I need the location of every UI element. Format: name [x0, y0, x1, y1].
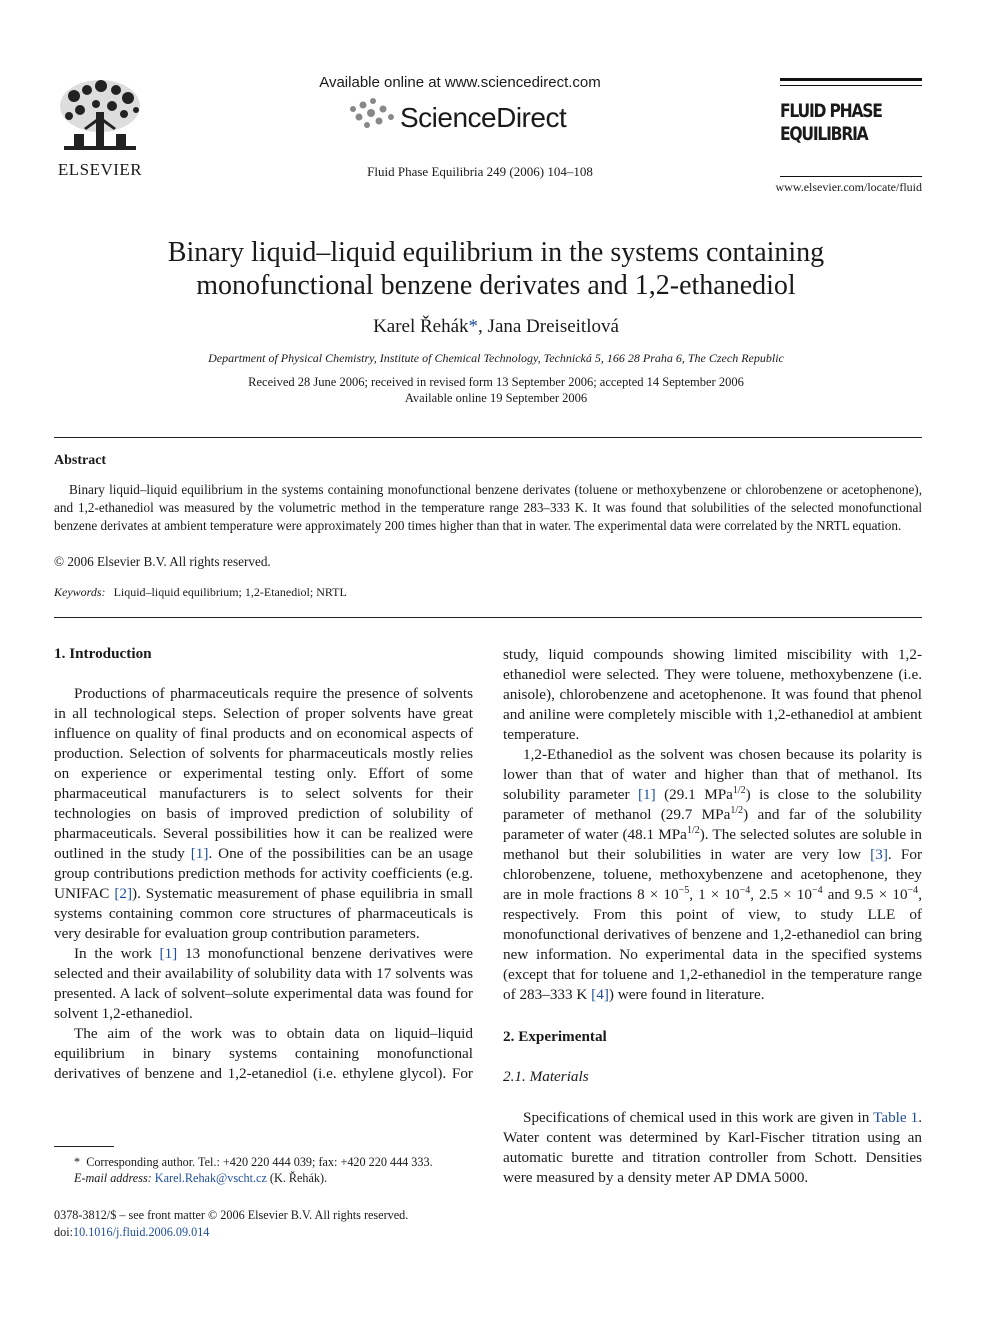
journal-reference: Fluid Phase Equilibria 249 (2006) 104–108	[367, 164, 593, 179]
doi-line: doi:10.1016/j.fluid.2006.09.014	[54, 1225, 210, 1239]
affiliation: Department of Physical Chemistry, Institute of Chemical Technology, Technická 5, 166 28 Praha 6, The Czech Republic	[208, 351, 784, 365]
footnote	[54, 1154, 473, 1186]
author-2: Jana Dreiseitlová	[487, 316, 619, 337]
title-line-1: Binary liquid–liquid equilibrium in the systems containing	[167, 237, 825, 268]
right-column-body	[503, 645, 922, 1005]
author-1: Karel Řehák	[373, 316, 469, 337]
author-list	[100, 316, 892, 338]
subsection-heading-materials: 2.1. Materials	[503, 1068, 589, 1085]
citation-link[interactable]: [3]	[870, 846, 888, 863]
keywords-label: Keywords:	[54, 585, 106, 599]
intro-paragraph-4: 1,2-Ethanediol as the solvent was chosen because its polarity is lower than that of water and higher than that of methanol. Its solubility parameter [1] (29.1 MPa$^{1/2}$) is close to the solubility parameter of methanol (29.7 MPa$^{1/2}$) and far of the solubility parameter of water (48.1 MPa$^{1/2}$). The selected solutes are soluble in methanol but their solubilities in water are very low [3]. For chlorobenzene, toluene, methoxybenzene and acetophenone, they are in mole fractions $8 \times 10^{-5}$, $1 \times 10^{-4}$, $2.5 \times 10^{-4}$ and $9.5 \times 10^{-4}$, respectively. From this point of view, to study LLE of monofunctional derivatives of benzene and 1,2-ethanediol can bring new information. No experimental data in the specified systems (except that for toluene and 1,2-ethanediol in the temperature range of 283–333 K [4]) were found in literature.	[503, 746, 923, 1003]
article-dates	[60, 374, 932, 406]
intro-paragraph-1: Productions of pharmaceuticals require the presence of solvents in all technological steps. Selection of proper solvents have great influence on quality of final products and on economical aspects of production. Selection of solvents for pharmaceuticals mostly relies on experience or experimental testing only. Effort of some pharmaceutical manufacturers is to select solvents for their technologies on basis of improved prediction of solubility of pharmaceuticals. Several possibilities how it can be realized were outlined in the study [1]. One of the possibilities can be an usage group contributions prediction methods for activity coefficients (e.g. UNIFAC [2]). Systematic measurement of phase equilibria in small systems containing common core structures of pharmaceuticals is very desirable for evaluation group contribution parameters.	[54, 685, 473, 942]
section-heading-experimental: 2. Experimental	[503, 1028, 607, 1045]
journal-url[interactable]: www.elsevier.com/locate/fluid	[775, 180, 922, 194]
materials-paragraph: Specifications of chemical used in this work are given in Table 1. Water content was determined by Karl-Fischer titration using an automatic burette and titration controller from Schott. Densities were measured by a density meter AP DMA 5000.	[503, 1109, 923, 1186]
author-separator: ,	[478, 316, 488, 337]
intro-paragraph-2: In the work [1] 13 monofunctional benzene derivatives were selected and their availability of solubility data with 17 solvents was presented. A lack of solvent–solute experimental data was found for solvent 1,2-ethanediol.	[54, 945, 473, 1022]
section-heading-introduction: 1. Introduction	[54, 645, 152, 662]
received-dates: Received 28 June 2006; received in revised form 13 September 2006; accepted 14 September 2006	[248, 375, 744, 389]
divider-top	[54, 437, 922, 438]
corresponding-author-note: * Corresponding author. Tel.: +420 220 444 039; fax: +420 220 444 333.	[74, 1155, 433, 1169]
citation-link[interactable]: [1]	[159, 945, 178, 962]
journal-logo-rule-thin	[780, 85, 922, 86]
citation-link[interactable]: [4]	[591, 986, 609, 1003]
article-title	[100, 236, 892, 302]
left-column-body	[54, 684, 473, 1084]
email-note: E-mail address: Karel.Rehak@vscht.cz (K. Řehák).	[74, 1171, 328, 1185]
citation-link[interactable]: [2]	[114, 885, 133, 902]
journal-logo-line1: FLUID PHASE	[780, 100, 882, 122]
sciencedirect-wordmark: ScienceDirect	[400, 102, 567, 133]
corresponding-author-star[interactable]: *	[468, 316, 479, 337]
intro-paragraph-3-continued: study, liquid compounds showing limited miscibility with 1,2-ethanediol were selected. They were toluene, methoxybenzene (i.e. anisole), chlorobenzene and acetophenone. It was found that phenol and aniline were completely miscible with 1,2-ethanediol at ambient temperature.	[503, 646, 922, 743]
footnote-star: *	[74, 1155, 81, 1169]
journal-logo-rule-bottom	[780, 176, 922, 177]
available-date: Available online 19 September 2006	[404, 391, 588, 405]
abstract-heading: Abstract	[54, 453, 107, 468]
doi-link[interactable]: 10.1016/j.fluid.2006.09.014	[72, 1225, 210, 1239]
issn-line: 0378-3812/$ – see front matter © 2006 Elsevier B.V. All rights reserved.	[54, 1208, 409, 1222]
intro-paragraph-3: The aim of the work was to obtain data on liquid–liquid equilibrium in binary systems containing monofunctional derivatives of benzene and 1,2-etanediol (i.e. ethylene glycol). For	[54, 1025, 473, 1082]
abstract-copyright: © 2006 Elsevier B.V. All rights reserved.	[54, 554, 271, 569]
journal-logo-rule-top	[780, 78, 922, 81]
publisher-name: ELSEVIER	[57, 160, 143, 179]
citation-link[interactable]: [1]	[190, 845, 209, 862]
footnote-rule	[54, 1146, 114, 1147]
email-link[interactable]: Karel.Rehak@vscht.cz	[154, 1171, 267, 1185]
citation-link[interactable]: [1]	[637, 786, 656, 803]
abstract-text: Binary liquid–liquid equilibrium in the systems containing monofunctional benzene derivates (toluene or methoxybenzene or chlorobenzene or acetophenone), and 1,2-ethanediol was measured by the volumetric method in the temperature range 283–333 K. It was found that solubilities of the selected monofunctional benzene derivates at ambient temperature were approximately 200 times higher than that in water. The experimental data were correlated by the NRTL equation.	[54, 482, 922, 533]
keywords-list: Liquid–liquid equilibrium; 1,2-Etanediol; NRTL	[113, 585, 347, 599]
materials-body	[503, 1108, 922, 1188]
divider-bottom	[54, 617, 922, 618]
keywords	[54, 585, 347, 600]
abstract-body	[54, 481, 922, 535]
available-online-text[interactable]: Available online at www.sciencedirect.com	[319, 74, 601, 91]
journal-logo-line2: EQUILIBRIA	[780, 123, 868, 145]
journal-logo	[780, 100, 896, 146]
table-link[interactable]: Table 1	[873, 1109, 919, 1126]
title-line-2: monofunctional benzene derivates and 1,2-ethanediol	[196, 270, 796, 301]
issn-doi	[54, 1207, 408, 1241]
